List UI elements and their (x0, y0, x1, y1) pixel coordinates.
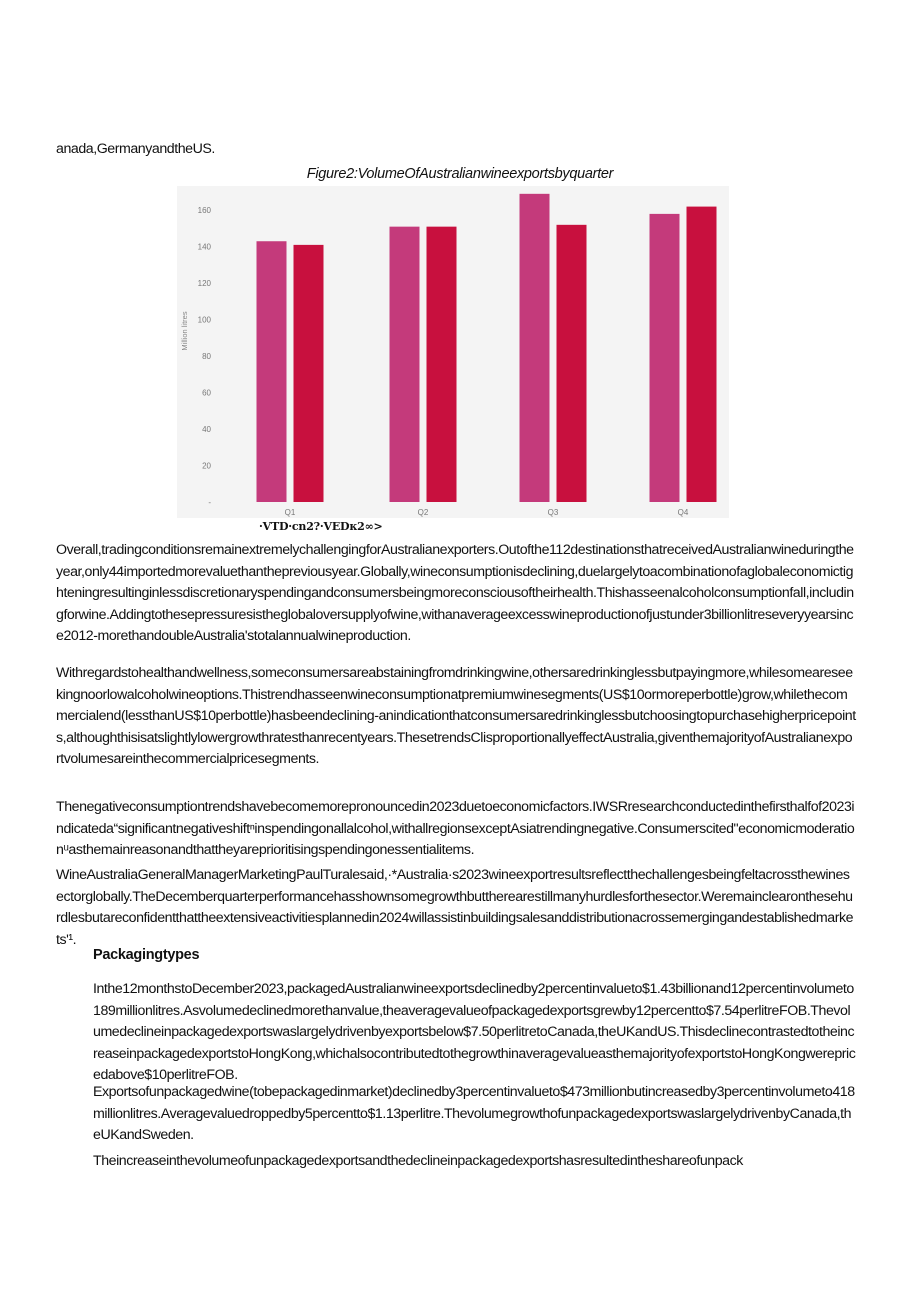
paragraph-share: Theincreaseinthevolumeofunpackagedexportsandthedeclineinpackagedexportshasresultedintheshareofunpack (93, 1153, 743, 1169)
paragraph-packaged-exports: Inthe12monthstoDecember2023,packagedAustralianwineexportsdeclinedby2percentinvalueto$1.43billionand12percentinvolumeto189millionlitres.Asvolumedeclinedmorethanvalue,theaveragevalueofpackagedexportsgrewby12percentto$7.54perlitreFOB.Thevolumedeclineinpackagedexportswaslargelydrivenbyexportsbelow$7.50perlitretoCanada,theUKandUS.ThisdeclinecontrastedtotheincreaseinpackagedexportstoHongKong,whichalsocontributedtothegrowthinaveragevalueasthemajorityofexportstoHongKongwerepricedabove$10perlitreFOB. (93, 981, 856, 1083)
figure-title: Figure2:VolumeOfAustralianwineexportsbyquarter (306, 166, 614, 182)
bar-q1-series-1 (257, 241, 287, 502)
y-tick-label: 160 (197, 206, 211, 216)
x-tick-label: Q1 (284, 508, 296, 517)
y-tick-label: 60 (202, 388, 211, 398)
intro-fragment: anada,GermanyandtheUS. (56, 141, 215, 157)
bar-q2-series-1 (390, 227, 420, 502)
y-tick-label: 20 (202, 461, 211, 471)
y-tick-label: 100 (197, 315, 211, 325)
x-tick-label: Q3 (547, 508, 559, 517)
y-tick-label: 80 (202, 352, 211, 362)
section-heading: Packagingtypes (93, 947, 200, 963)
paragraph-consumption-trends: Thenegativeconsumptiontrendshavebecomemorepronouncedin2023duetoeconomicfactors.IWSRresearchconductedinthefirsthalfof2023indicateda“significantnegativeshiftⁿinspendingonallalcohol,withallregionsexceptAsiatrendingnegative.Consumerscited"economicmoderationᵘasthemainreasonandthattheyareprioritisingspendingonessentialitems. (56, 799, 855, 858)
paragraph-trading-conditions: Overall,tradingconditionsremainextremelychallengingforAustralianexporters.Outofthe112destinationsthatreceivedAustralianwineduringtheyear,only44importedmorevaluethanthepreviousyear.Globally,wineconsumptionisdeclining,duelargelytoacombinationofaglobaleconomictighteningresultinginlessdiscretionaryspendingandconsumersbeingmoreconsciousoftheirhealth.Thishasseenalcoholconsumptionfall,includingforwine.Addingtothesepressuresistheglobaloversupplyofwine,withanaverageexcesswineproductionofjustunder3billionlitreseveryyearsince2012-morethandoubleAustralia'stotalannualwineproduction. (56, 542, 854, 644)
y-axis-label: Million litres (180, 311, 189, 351)
bar-q4-series-2 (687, 207, 717, 502)
bar-q3-series-2 (557, 225, 587, 502)
bar-q4-series-1 (650, 214, 680, 502)
bar-q3-series-1 (520, 194, 550, 502)
bar-chart (177, 186, 729, 518)
paragraph-health-wellness: Withregardstohealthandwellness,someconsumersareabstainingfromdrinkingwine,othersaredrinkinglessbutpayingmore,whilesomeareseekingnoorlowalcoholwineoptions.Thistrendhasseenwineconsumptionatpremiumwinesegments(US$10ormoreperbottle)grow,whilethecommercialend(lessthanUS$10perbottle)hasbeendeclining-anindicationthatconsumersaredrinkinglessbutchoosingtopurchasehigherpricepoints,althoughthisisatslightlylowergrowthratesthanrecentyears.ThesetrendsClisproportionallyeffectAustralia,giventhemajorityofAustralianexportvolumesareinthecommercialpricesegments. (56, 665, 856, 767)
bar-q1-series-2 (294, 245, 324, 502)
y-tick-label: 140 (197, 242, 211, 252)
x-tick-label: Q2 (417, 508, 429, 517)
y-tick-label: - (208, 498, 211, 507)
paragraph-quote: WineAustraliaGeneralManagerMarketingPaulTuralesaid,·*Australia·s2023wineexportresultsreflectthechallengesbeingfeltacrossthewinesectorglobally.TheDecemberquarterperformancehasshownsomegrowthbuttherearestillmanyhurdlesforthesector.Weremainclearonthesehurdlesbutareconfidentthattheextensiveactivitiesplannedin2024willassistinbuildingsalesanddistributionacrossemergingandestablishedmarkets'¹. (56, 867, 854, 948)
x-tick-label: Q4 (677, 508, 689, 517)
bar-q2-series-2 (427, 227, 457, 502)
paragraph-unpackaged-exports: Exportsofunpackagedwine(tobepackagedinmarket)declinedby3percentinvalueto$473millionbutincreasedby3percentinvolumeto418millionlitres.Averagevaluedroppedby5percentto$1.13perlitre.ThevolumegrowthofunpackagedexportswaslargelydrivenbyCanada,theUKandSweden. (93, 1084, 855, 1143)
y-tick-label: 40 (202, 425, 211, 435)
figure-source: ·VTD·cn2?·VEDк2∞> (259, 520, 383, 533)
bar-chart-svg (177, 186, 729, 518)
y-tick-label: 120 (197, 279, 211, 289)
